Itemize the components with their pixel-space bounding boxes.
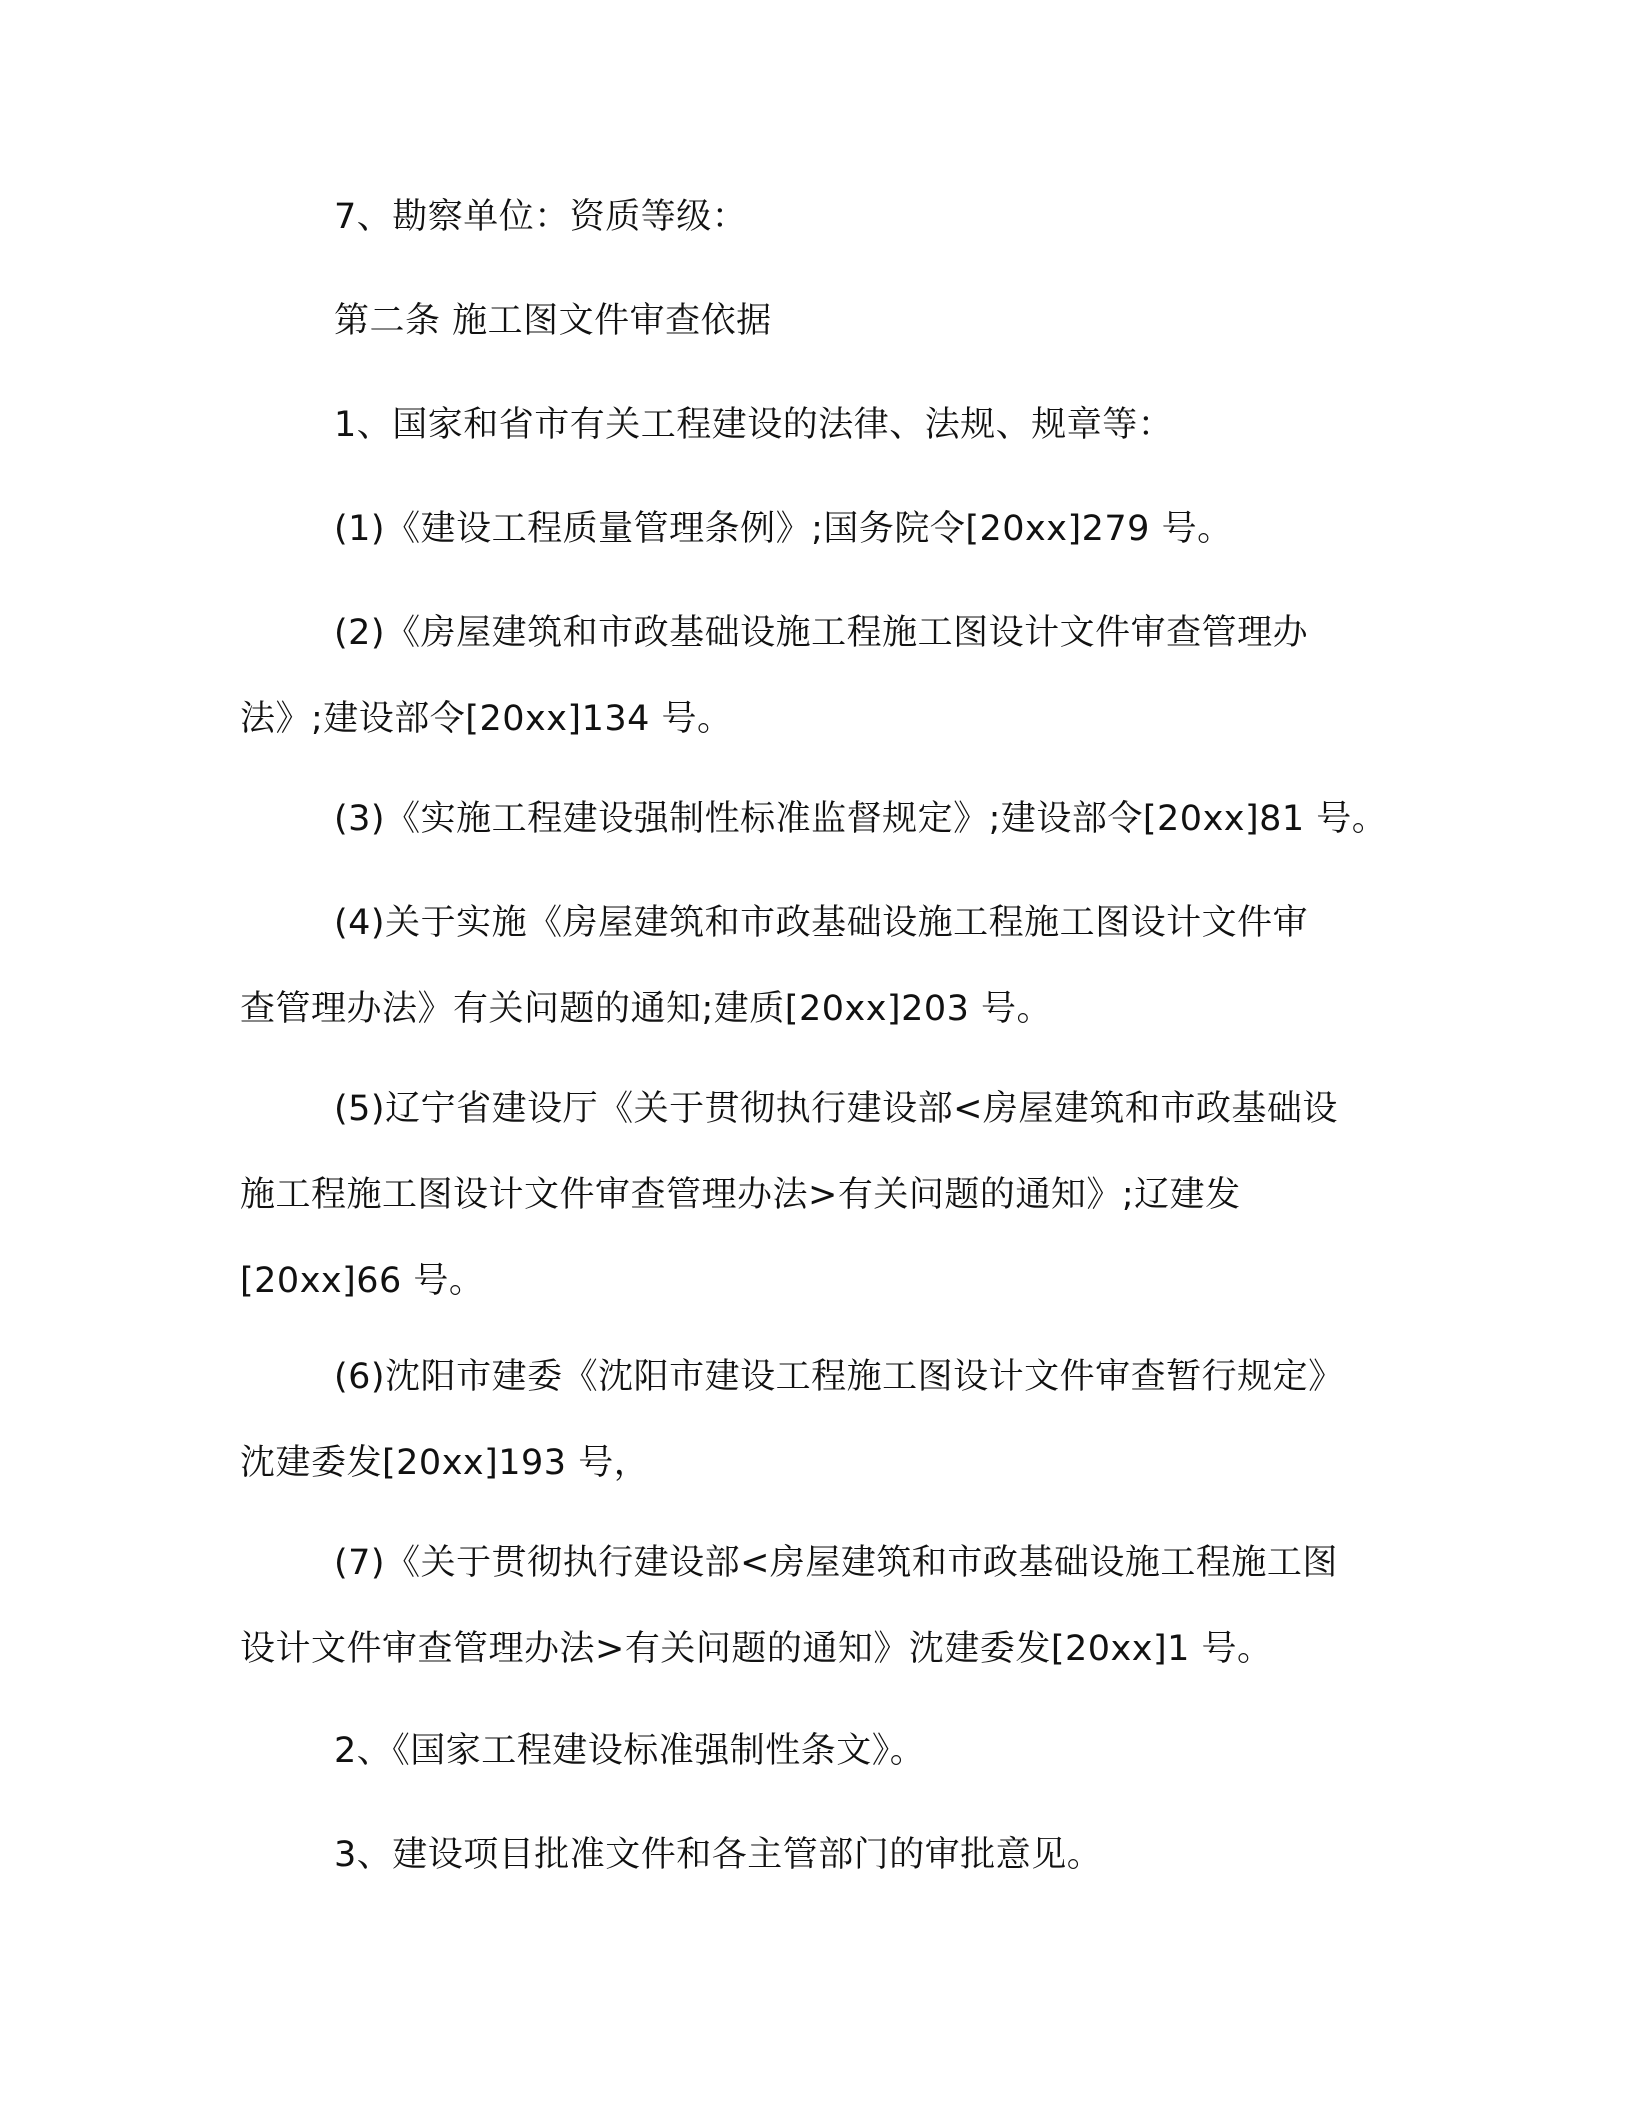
paragraph-approval-documents: [240, 1812, 1400, 1898]
paragraph-laws: [240, 382, 1400, 468]
paragraph-line: 第二条 施工图文件审查依据: [334, 301, 772, 341]
list-item-6: [240, 1334, 1400, 1506]
list-item-7: [240, 1520, 1400, 1692]
paragraph-line: (5)辽宁省建设厅《关于贯彻执行建设部<房屋建筑和市政基础设: [334, 1089, 1338, 1129]
paragraph-line: 沈建委发[20xx]193 号，: [240, 1443, 650, 1483]
list-item-5: [240, 1066, 1400, 1324]
paragraph-line: (4)关于实施《房屋建筑和市政基础设施工程施工图设计文件审: [334, 903, 1309, 943]
paragraph-line: (7)《关于贯彻执行建设部<房屋建筑和市政基础设施工程施工图: [334, 1543, 1338, 1583]
paragraph-line: (1)《建设工程质量管理条例》;国务院令[20xx]279 号。: [334, 509, 1233, 549]
list-item-2: [240, 590, 1400, 762]
paragraph-line: [20xx]66 号。: [240, 1261, 485, 1301]
paragraph-line: 3、建设项目批准文件和各主管部门的审批意见。: [334, 1835, 1103, 1875]
paragraph-line: 1、国家和省市有关工程建设的法律、法规、规章等：: [334, 405, 1174, 445]
paragraph-line: 设计文件审查管理办法>有关问题的通知》沈建委发[20xx]1 号。: [240, 1629, 1273, 1669]
paragraph-survey-unit: [240, 174, 1400, 260]
paragraph-line: 2、《国家工程建设标准强制性条文》。: [334, 1731, 926, 1771]
list-item-4: [240, 880, 1400, 1052]
paragraph-line: (3)《实施工程建设强制性标准监督规定》;建设部令[20xx]81 号。: [334, 799, 1388, 839]
paragraph-line: 法》;建设部令[20xx]134 号。: [240, 699, 733, 739]
paragraph-line: 施工程施工图设计文件审查管理办法>有关问题的通知》;辽建发: [240, 1175, 1241, 1215]
paragraph-line: (6)沈阳市建委《沈阳市建设工程施工图设计文件审查暂行规定》: [334, 1357, 1344, 1397]
list-item-3: [240, 776, 1400, 862]
paragraph-line: 7、勘察单位：资质等级：: [334, 197, 748, 237]
paragraph-line: 查管理办法》有关问题的通知;建质[20xx]203 号。: [240, 989, 1052, 1029]
paragraph-line: (2)《房屋建筑和市政基础设施工程施工图设计文件审查管理办: [334, 613, 1309, 653]
list-item-1: [240, 486, 1400, 572]
section-heading-article-2: [240, 278, 1400, 364]
paragraph-mandatory-standards: [240, 1708, 1400, 1794]
